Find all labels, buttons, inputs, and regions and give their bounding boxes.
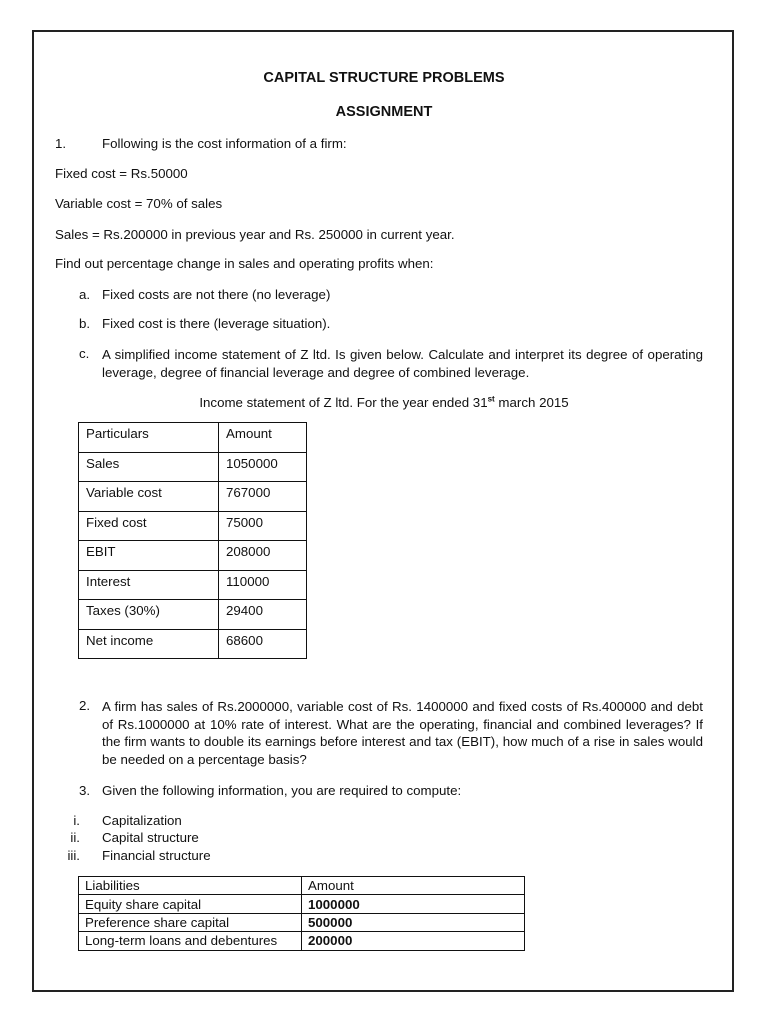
q1-fixed-cost: Fixed cost = Rs.50000 — [55, 166, 188, 181]
q1-variable-cost: Variable cost = 70% of sales — [55, 196, 223, 211]
table-cell: Fixed cost — [79, 511, 219, 541]
q3-number: 3. — [79, 783, 91, 798]
table-cell: Preference share capital — [79, 913, 302, 931]
table-row — [79, 913, 525, 931]
table-cell: Equity share capital — [79, 895, 302, 913]
table-header-cell: Amount — [302, 877, 525, 895]
table-header-row — [79, 423, 307, 453]
q1-item-a-text: Fixed costs are not there (no leverage) — [102, 287, 331, 302]
q3-text: Given the following information, you are required to compute: — [102, 783, 462, 798]
table-cell: 1050000 — [219, 452, 307, 482]
table-header-cell: Particulars — [79, 423, 219, 453]
table-header-row — [79, 877, 525, 895]
q3-item-iii-mark: iii. — [67, 848, 80, 863]
q3-item-ii-mark: ii. — [70, 830, 80, 845]
table-cell: 1000000 — [302, 895, 525, 913]
table-cell: Net income — [79, 629, 219, 659]
q3-item-ii-text: Capital structure — [102, 830, 199, 845]
q1-item-c-text: A simplified income statement of Z ltd. Is given below. Calculate and interpret its degree of operating leverage, degree of financial leverage and degree of combined leverage. — [102, 347, 703, 380]
q1-sales: Sales = Rs.200000 in previous year and Rs. 250000 in current year. — [55, 227, 455, 242]
q1-item-b-mark: b. — [79, 316, 91, 331]
table-cell: 110000 — [219, 570, 307, 600]
table-cell: 208000 — [219, 541, 307, 571]
q1-item-b-text: Fixed cost is there (leverage situation). — [102, 316, 331, 331]
table-row — [79, 932, 525, 950]
q1-item-a-mark: a. — [79, 287, 91, 302]
caption-text-end: march 2015 — [494, 395, 569, 410]
table-cell: 29400 — [219, 600, 307, 630]
table-row — [79, 629, 307, 659]
table-row — [79, 511, 307, 541]
q1-find: Find out percentage change in sales and operating profits when: — [55, 256, 434, 271]
caption-superscript: st — [487, 394, 495, 404]
document-subtitle: ASSIGNMENT — [335, 104, 433, 120]
table-row — [79, 482, 307, 512]
table-cell: 75000 — [219, 511, 307, 541]
document-title: CAPITAL STRUCTURE PROBLEMS — [263, 70, 505, 86]
table-row — [79, 895, 525, 913]
liabilities-table — [78, 876, 525, 951]
table-cell: 68600 — [219, 629, 307, 659]
table-cell: Taxes (30%) — [79, 600, 219, 630]
q3-item-i-mark: i. — [73, 813, 80, 828]
q1-text: Following is the cost information of a firm: — [102, 136, 347, 151]
q1-item-c-mark: c. — [79, 346, 90, 361]
table-cell: Interest — [79, 570, 219, 600]
q2-number: 2. — [79, 698, 91, 713]
table-row — [79, 600, 307, 630]
q1-number: 1. — [55, 136, 67, 151]
caption-text: Income statement of Z ltd. For the year ended 31 — [199, 395, 488, 410]
table-cell: 200000 — [302, 932, 525, 950]
table-header-cell: Liabilities — [79, 877, 302, 895]
q3-item-i-text: Capitalization — [102, 813, 182, 828]
table-cell: Sales — [79, 452, 219, 482]
table-row — [79, 452, 307, 482]
q3-item-iii-text: Financial structure — [102, 848, 211, 863]
table-cell: EBIT — [79, 541, 219, 571]
table-cell: Variable cost — [79, 482, 219, 512]
table-row — [79, 570, 307, 600]
q2-text: A firm has sales of Rs.2000000, variable cost of Rs. 1400000 and fixed costs of Rs.400000 and debt of Rs.1000000 at 10% rate of interest. What are the operating, financial and combined leverages? If the firm wants to double its earnings before interest and tax (EBIT), how much of a rise in sales would be needed on a percentage basis? — [102, 699, 703, 767]
income-statement-table — [78, 422, 307, 659]
table-row — [79, 541, 307, 571]
table-header-cell: Amount — [219, 423, 307, 453]
table-cell: Long-term loans and debentures — [79, 932, 302, 950]
table-cell: 767000 — [219, 482, 307, 512]
table-cell: 500000 — [302, 913, 525, 931]
table1-caption — [0, 395, 768, 410]
